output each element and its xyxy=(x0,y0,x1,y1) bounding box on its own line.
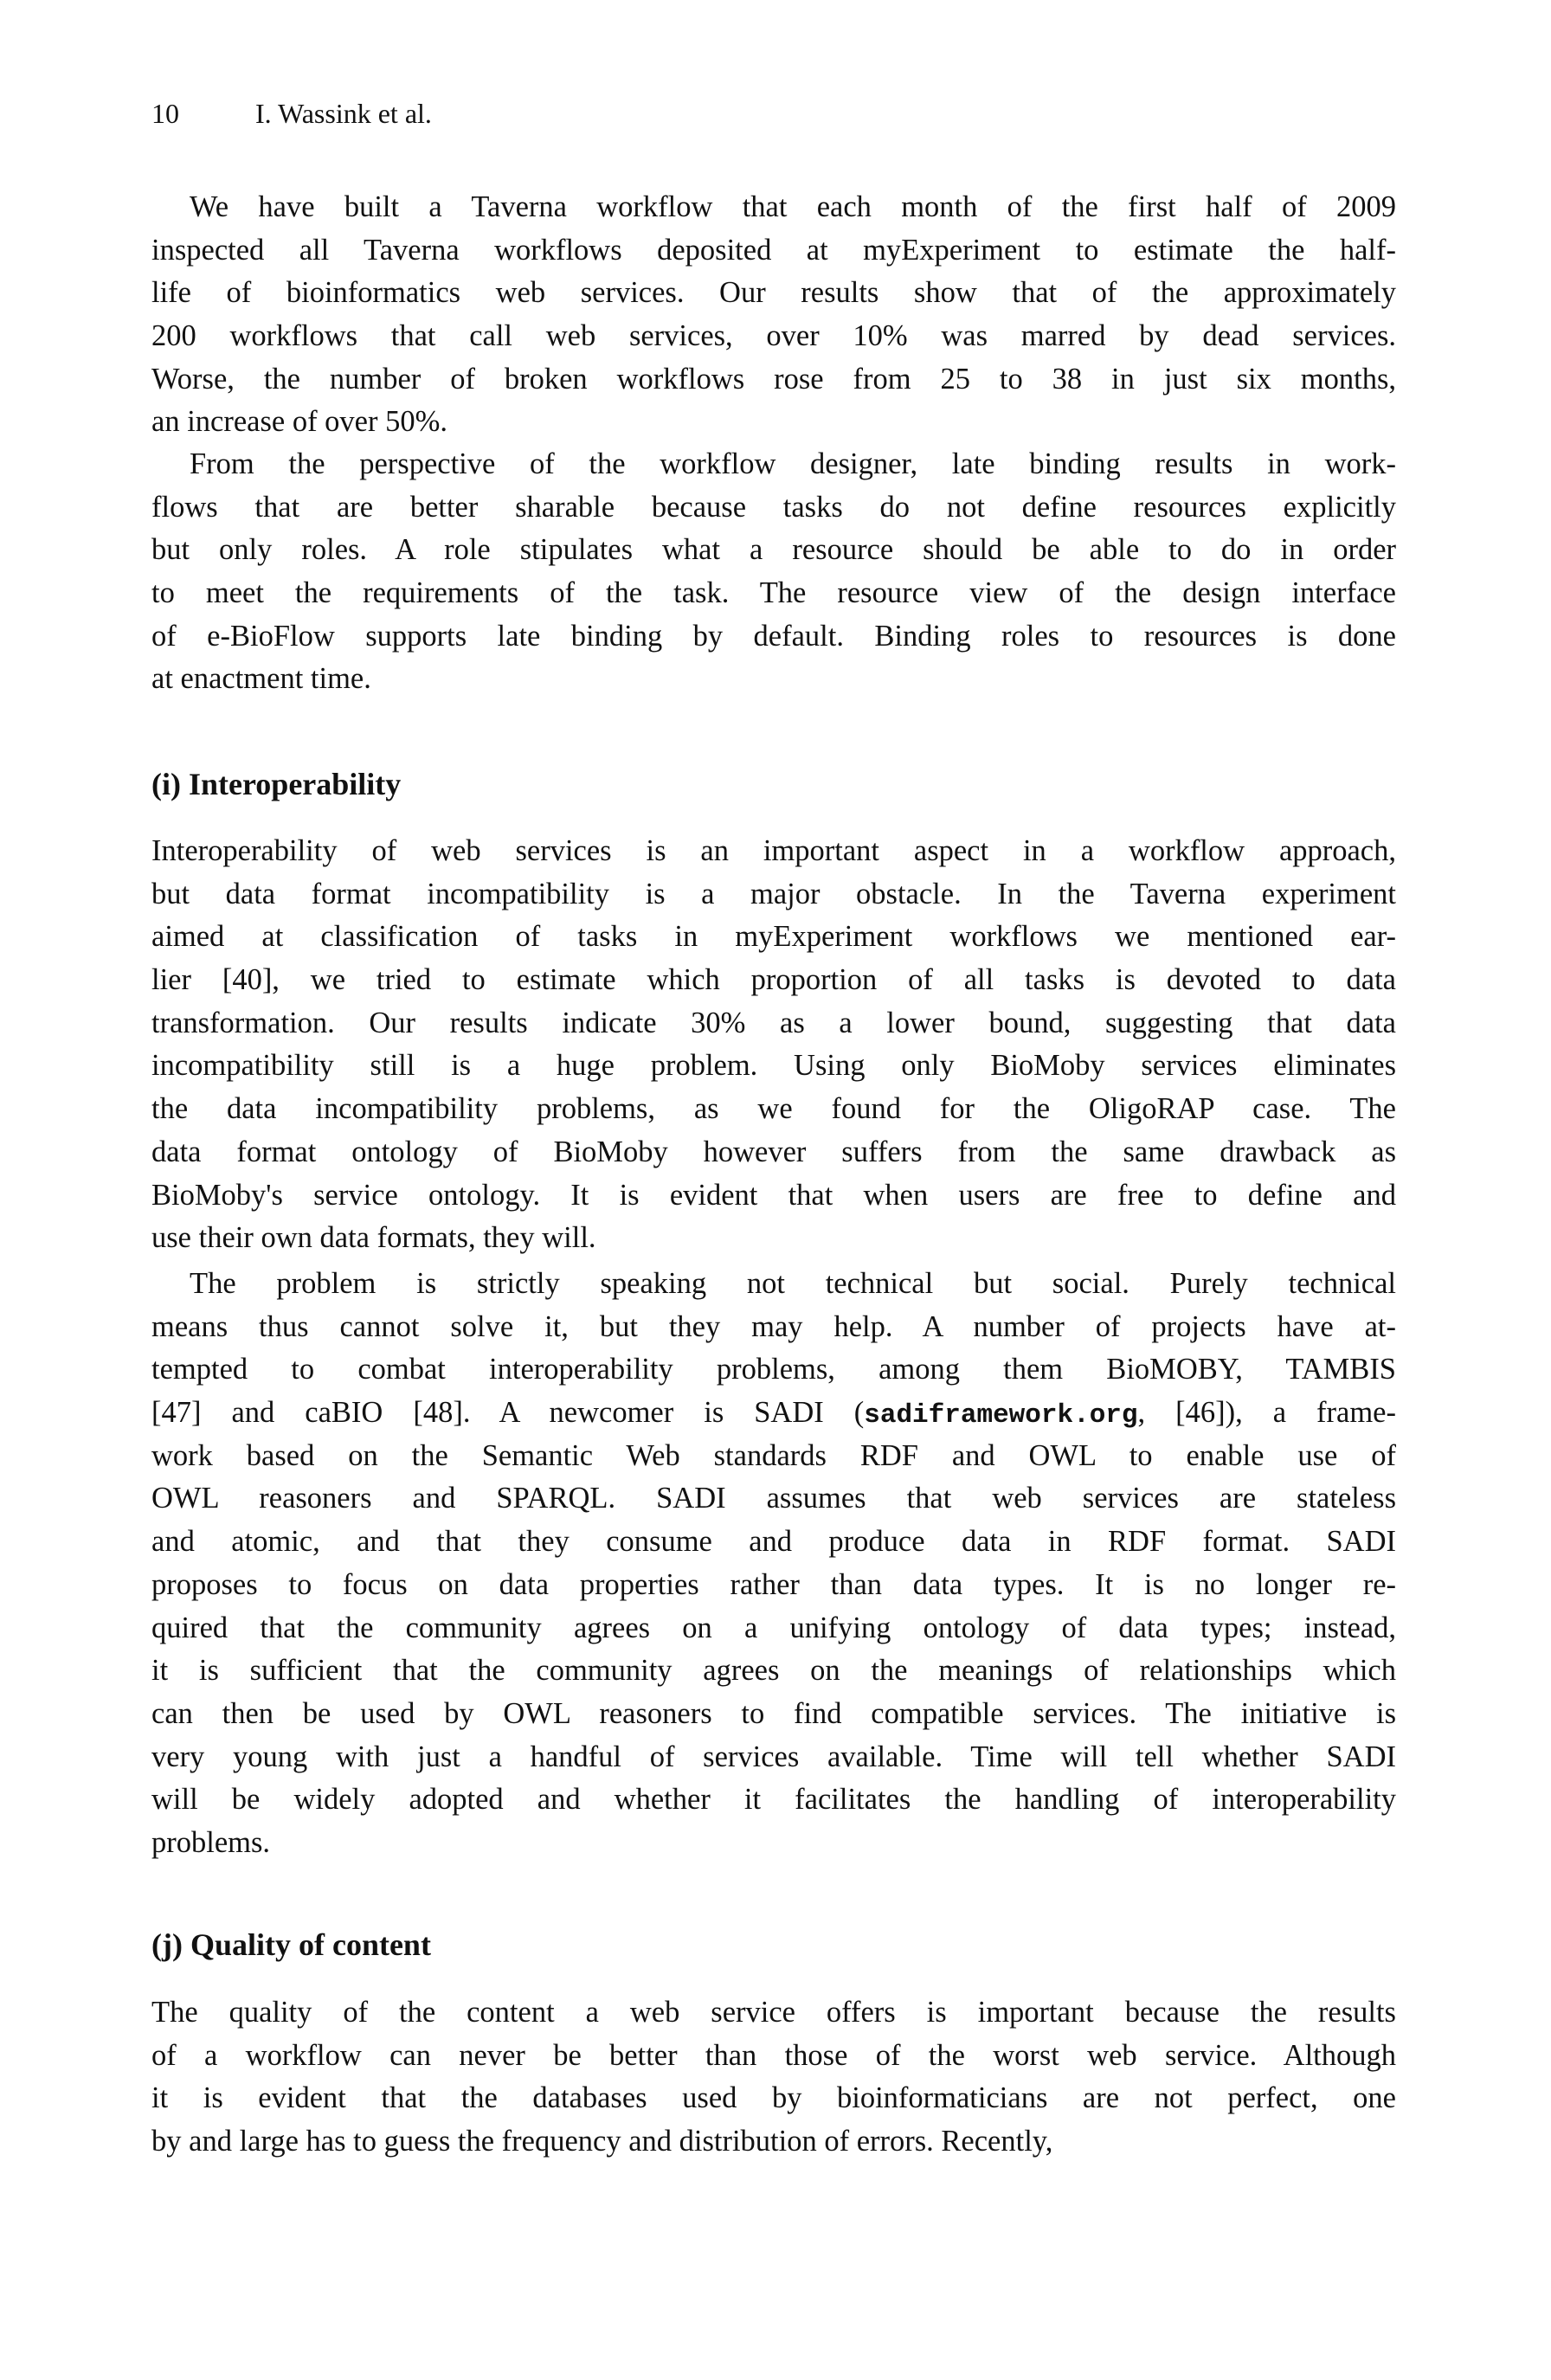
text-line xyxy=(151,1392,1396,1435)
text-line: use their own data formats, they will. xyxy=(151,1221,596,1255)
text-line: We have built a Taverna workflow that each month of the first half of 2009 xyxy=(190,190,1396,223)
text-line: From the perspective of the workflow designer, late binding results in work- xyxy=(190,447,1396,480)
text-line: the data incompatibility problems, as we found for the OligoRAP case. The xyxy=(151,1092,1396,1126)
text-line: it is evident that the databases used by bioinformaticians are not perfect, one xyxy=(151,2081,1396,2115)
text-line: means thus cannot solve it, but they may help. A number of projects have at- xyxy=(151,1309,1396,1343)
text-line: by and large has to guess the frequency and distribution of errors. Recently, xyxy=(151,2125,1053,2158)
text-line: will be widely adopted and whether it facilitates the handling of interoperability xyxy=(151,1783,1396,1817)
text-line: quired that the community agrees on a unifying ontology of data types; instead, xyxy=(151,1611,1396,1644)
text-line: of e-BioFlow supports late binding by default. Binding roles to resources is done xyxy=(151,619,1396,653)
text-line: can then be used by OWL reasoners to find compatible services. The initiative is xyxy=(151,1696,1396,1730)
paragraph-half-life xyxy=(151,186,1396,444)
text-line: incompatibility still is a huge problem. Using only BioMoby services eliminates xyxy=(151,1049,1396,1083)
text-line: it is sufficient that the community agrees on the meanings of relationships which xyxy=(151,1654,1396,1688)
text-line: proposes to focus on data properties rather than data types. It is no longer re- xyxy=(151,1567,1396,1601)
text-line: to meet the requirements of the task. The resource view of the design interface xyxy=(151,576,1396,610)
text-line: 200 workflows that call web services, over 10% was marred by dead services. xyxy=(151,319,1396,353)
running-header xyxy=(151,93,432,133)
text-line: inspected all Taverna workflows deposited at myExperiment to estimate the half- xyxy=(151,233,1396,267)
text-line: transformation. Our results indicate 30% as a lower bound, suggesting that data xyxy=(151,1006,1396,1039)
text-line: very young with just a handful of services available. Time will tell whether SADI xyxy=(151,1740,1396,1773)
text-line: The quality of the content a web service offers is important because the results xyxy=(151,1996,1396,2029)
text-segment: , [46]), a frame- xyxy=(1137,1396,1396,1430)
text-line: but data format incompatibility is a major obstacle. In the Taverna experiment xyxy=(151,877,1396,910)
text-line: The problem is strictly speaking not technical but social. Purely technical xyxy=(190,1267,1396,1300)
text-line: data format ontology of BioMoby however suffers from the same drawback as xyxy=(151,1135,1396,1168)
paragraph-late-binding xyxy=(151,443,1396,701)
text-line: of a workflow can never be better than those of the worst web service. Although xyxy=(151,2038,1396,2072)
text-line: BioMoby's service ontology. It is evident that when users are free to define and xyxy=(151,1178,1396,1212)
text-line: work based on the Semantic Web standards RDF and OWL to enable use of xyxy=(151,1438,1396,1472)
text-line: OWL reasoners and SPARQL. SADI assumes that web services are stateless xyxy=(151,1482,1396,1515)
paragraph-interoperability xyxy=(151,830,1396,1260)
text-line: life of bioinformatics web services. Our results show that of the approximately xyxy=(151,276,1396,310)
section-heading-quality: (j) Quality of content xyxy=(151,1927,431,1962)
text-line: Worse, the number of broken workflows rose from 25 to 38 in just six months, xyxy=(151,362,1396,396)
section-heading-interoperability: (i) Interoperability xyxy=(151,767,402,801)
text-segment: [47] and caBIO [48]. A newcomer is SADI ( xyxy=(151,1396,865,1430)
text-line: Interoperability of web services is an important aspect in a workflow approach, xyxy=(151,834,1396,867)
text-line: flows that are better sharable because tasks do not define resources explicitly xyxy=(151,490,1396,524)
text-line: aimed at classification of tasks in myExperiment workflows we mentioned ear- xyxy=(151,920,1396,954)
text-line: but only roles. A role stipulates what a resource should be able to do in order xyxy=(151,533,1396,567)
paragraph-sadi xyxy=(151,1263,1396,1865)
text-line: an increase of over 50%. xyxy=(151,405,447,439)
text-line: lier [40], we tried to estimate which proportion of all tasks is devoted to data xyxy=(151,963,1396,997)
text-line: tempted to combat interoperability problems, among them BioMOBY, TAMBIS xyxy=(151,1353,1396,1386)
text-line: problems. xyxy=(151,1825,271,1859)
text-line: at enactment time. xyxy=(151,662,371,696)
running-title: I. Wassink et al. xyxy=(255,98,432,129)
url-text: sadiframework.org xyxy=(864,1400,1138,1431)
text-line: and atomic, and that they consume and produce data in RDF format. SADI xyxy=(151,1525,1396,1559)
paragraph-quality xyxy=(151,1991,1396,2164)
page-number: 10 xyxy=(151,98,179,129)
